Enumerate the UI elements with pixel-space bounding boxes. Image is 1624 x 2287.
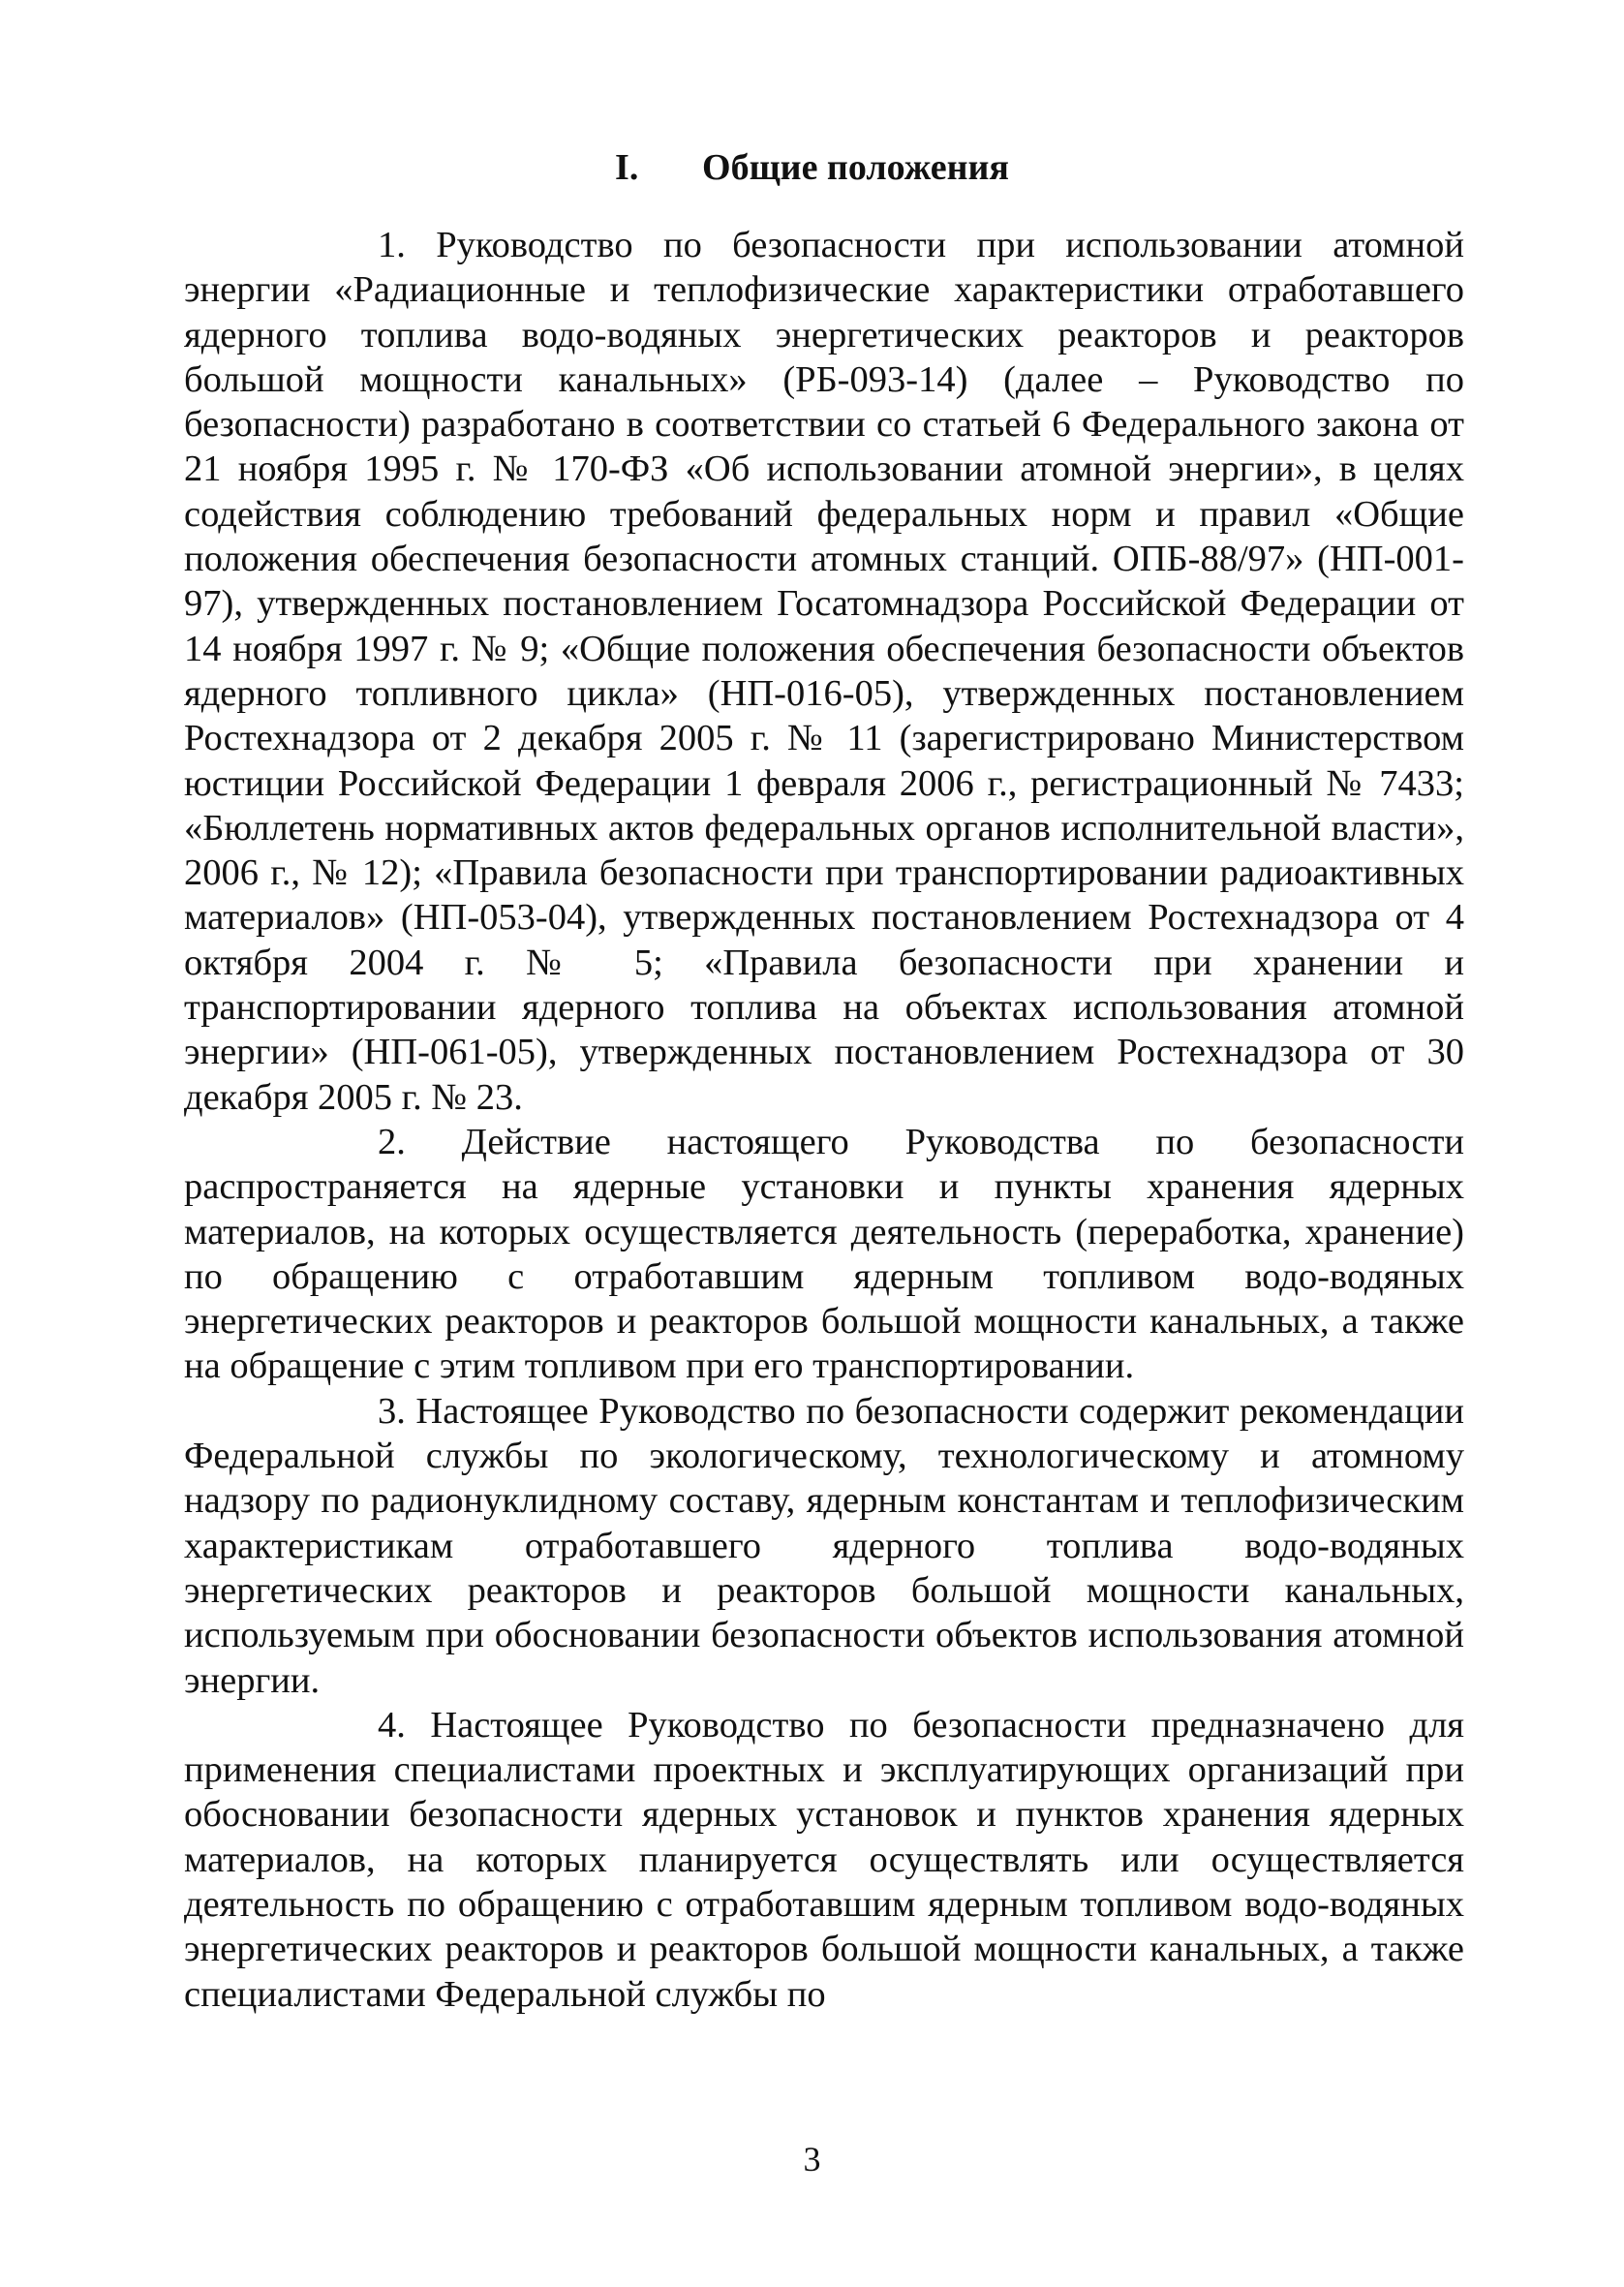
paragraph-text: Руководство по безопасности при использовании атомной энергии «Радиационные и теплофизические характеристики отработавшего ядерного топлива водо-водяных энергетических реакторов и реакторов большой мощности канальных» (РБ-093-14) (далее – Руководство по безопасности) разработано в соответствии со статьей 6 Федерального закона от 21 ноября 1995 г. № 170-ФЗ «Об использовании атомной энергии», в целях содействия соблюдению требований федеральных норм и правил «Общие положения обеспечения безопасности атомных станций. ОПБ-88/97» (НП-001-97), утвержденных постановлением Госатомнадзора Российской Федерации от 14 ноября 1997 г. № 9; «Общие положения обеспечения безопасности объектов ядерного топливного цикла» (НП-016-05), утвержденных постановлением Ростехнадзора от 2 декабря 2005 г. № 11 (зарегистрировано Министерством юстиции Российской Федерации 1 февраля 2006 г., регистрационный № 7433; «Бюллетень нормативных актов федеральных органов исполнительной власти», 2006 г., № 12); «Правила безопасности при транспортировании радиоактивных материалов» (НП-053-04), утвержденных постановлением Ростехнадзора от 4 октября 2004 г. № 5; «Правила безопасности при хранении и транспортировании ядерного топлива на объектах использования атомной энергии» (НП-061-05), утвержденных постановлением Ростехнадзора от 30 декабря 2005 г. № 23.: [184, 225, 1464, 1118]
section-number: I.: [615, 147, 639, 188]
paragraph-number: 3.: [378, 1390, 406, 1432]
paragraph-number: 2.: [378, 1121, 406, 1162]
paragraph-3: [184, 1389, 1464, 1703]
paragraph-2: [184, 1120, 1464, 1389]
paragraph-number: 4.: [378, 1704, 406, 1746]
section-title: Общие положения: [702, 147, 1009, 188]
paragraph-text: Настоящее Руководство по безопасности предназначено для применения специалистами проектных и эксплуатирующих организаций при обосновании безопасности ядерных установок и пунктов хранения ядерных материалов, на которых планируется осуществлять или осуществляется деятельность по обращению с отработавшим ядерным топливом водо-водяных энергетических реакторов и реакторов большой мощности канальных, а также специалистами Федеральной службы по: [184, 1704, 1465, 2015]
body-text: [184, 223, 1464, 2017]
paragraph-text: Настоящее Руководство по безопасности содержит рекомендации Федеральной службы по экологическому, технологическому и атомному надзору по радионуклидному составу, ядерным константам и теплофизическим характеристикам отработавшего ядерного топлива водо-водяных энергетических реакторов и реакторов большой мощности канальных, используемым при обосновании безопасности объектов использования атомной энергии.: [184, 1390, 1464, 1701]
paragraph-number: 1.: [378, 225, 406, 265]
paragraph-4: [184, 1703, 1464, 2017]
paragraph-text: Действие настоящего Руководства по безопасности распространяется на ядерные установки и пункты хранения ядерных материалов, на которых осуществляется деятельность (переработка, хранение) по обращению с отработавшим ядерным топливом водо-водяных энергетических реакторов и реакторов большой мощности канальных, а также на обращение с этим топливом при его транспортировании.: [184, 1121, 1464, 1387]
section-heading: [0, 143, 1624, 192]
page-number: 3: [803, 2140, 821, 2179]
paragraph-1: [184, 223, 1464, 1120]
